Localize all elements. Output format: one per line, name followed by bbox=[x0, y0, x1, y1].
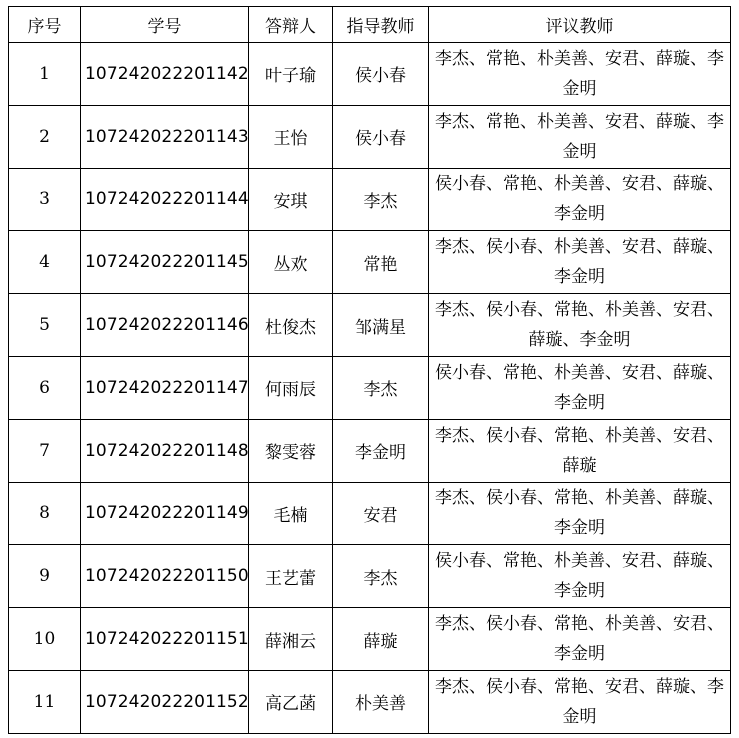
row-student-id: 107242022201148 bbox=[81, 419, 249, 482]
table-row bbox=[9, 105, 731, 168]
row-student-id: 107242022201151 bbox=[81, 608, 249, 671]
header-student-id: 学号 bbox=[81, 7, 249, 43]
row-student-id: 107242022201152 bbox=[81, 670, 249, 733]
row-index: 6 bbox=[9, 356, 81, 419]
row-reviewers: 侯小春、常艳、朴美善、安君、薛璇、李金明 bbox=[429, 356, 731, 419]
table-row bbox=[9, 545, 731, 608]
row-advisor: 侯小春 bbox=[333, 43, 429, 106]
header-index: 序号 bbox=[9, 7, 81, 43]
header-defender: 答辩人 bbox=[249, 7, 333, 43]
table-row bbox=[9, 43, 731, 106]
row-defender: 杜俊杰 bbox=[249, 294, 333, 357]
row-reviewers: 侯小春、常艳、朴美善、安君、薛璇、李金明 bbox=[429, 545, 731, 608]
row-advisor: 常艳 bbox=[333, 231, 429, 294]
row-reviewers: 李杰、侯小春、常艳、安君、薛璇、李金明 bbox=[429, 670, 731, 733]
row-student-id: 107242022201145 bbox=[81, 231, 249, 294]
row-defender: 丛欢 bbox=[249, 231, 333, 294]
table-row bbox=[9, 356, 731, 419]
row-student-id: 107242022201150 bbox=[81, 545, 249, 608]
table-row bbox=[9, 670, 731, 733]
row-defender: 高乙菡 bbox=[249, 670, 333, 733]
row-advisor: 邹满星 bbox=[333, 294, 429, 357]
table-row bbox=[9, 231, 731, 294]
row-index: 1 bbox=[9, 43, 81, 106]
table-row bbox=[9, 419, 731, 482]
row-advisor: 侯小春 bbox=[333, 105, 429, 168]
row-advisor: 李杰 bbox=[333, 168, 429, 231]
row-student-id: 107242022201143 bbox=[81, 105, 249, 168]
row-reviewers: 李杰、侯小春、朴美善、安君、薛璇、李金明 bbox=[429, 231, 731, 294]
header-advisor: 指导教师 bbox=[333, 7, 429, 43]
row-defender: 黎雯蓉 bbox=[249, 419, 333, 482]
row-index: 2 bbox=[9, 105, 81, 168]
row-advisor: 李金明 bbox=[333, 419, 429, 482]
row-defender: 薛湘云 bbox=[249, 608, 333, 671]
row-reviewers: 侯小春、常艳、朴美善、安君、薛璇、李金明 bbox=[429, 168, 731, 231]
row-advisor: 薛璇 bbox=[333, 608, 429, 671]
row-index: 9 bbox=[9, 545, 81, 608]
row-reviewers: 李杰、侯小春、常艳、朴美善、安君、李金明 bbox=[429, 608, 731, 671]
row-advisor: 李杰 bbox=[333, 545, 429, 608]
row-index: 3 bbox=[9, 168, 81, 231]
table-row bbox=[9, 482, 731, 545]
row-reviewers: 李杰、常艳、朴美善、安君、薛璇、李金明 bbox=[429, 105, 731, 168]
row-student-id: 107242022201144 bbox=[81, 168, 249, 231]
row-advisor: 朴美善 bbox=[333, 670, 429, 733]
row-defender: 何雨辰 bbox=[249, 356, 333, 419]
table-row bbox=[9, 608, 731, 671]
row-index: 8 bbox=[9, 482, 81, 545]
table-row bbox=[9, 168, 731, 231]
table-row bbox=[9, 294, 731, 357]
row-defender: 安琪 bbox=[249, 168, 333, 231]
row-reviewers: 李杰、常艳、朴美善、安君、薛璇、李金明 bbox=[429, 43, 731, 106]
row-index: 11 bbox=[9, 670, 81, 733]
row-student-id: 107242022201147 bbox=[81, 356, 249, 419]
row-reviewers: 李杰、侯小春、常艳、朴美善、安君、薛璇 bbox=[429, 419, 731, 482]
row-index: 7 bbox=[9, 419, 81, 482]
row-defender: 王怡 bbox=[249, 105, 333, 168]
defense-roster-table bbox=[8, 6, 731, 734]
row-defender: 王艺蕾 bbox=[249, 545, 333, 608]
row-index: 4 bbox=[9, 231, 81, 294]
row-student-id: 107242022201149 bbox=[81, 482, 249, 545]
table-header-row bbox=[9, 7, 731, 43]
row-student-id: 107242022201142 bbox=[81, 43, 249, 106]
row-advisor: 李杰 bbox=[333, 356, 429, 419]
row-student-id: 107242022201146 bbox=[81, 294, 249, 357]
row-defender: 毛楠 bbox=[249, 482, 333, 545]
row-index: 10 bbox=[9, 608, 81, 671]
row-reviewers: 李杰、侯小春、常艳、朴美善、薛璇、李金明 bbox=[429, 482, 731, 545]
row-reviewers: 李杰、侯小春、常艳、朴美善、安君、薛璇、李金明 bbox=[429, 294, 731, 357]
row-advisor: 安君 bbox=[333, 482, 429, 545]
header-reviewers: 评议教师 bbox=[429, 7, 731, 43]
row-index: 5 bbox=[9, 294, 81, 357]
row-defender: 叶子瑜 bbox=[249, 43, 333, 106]
